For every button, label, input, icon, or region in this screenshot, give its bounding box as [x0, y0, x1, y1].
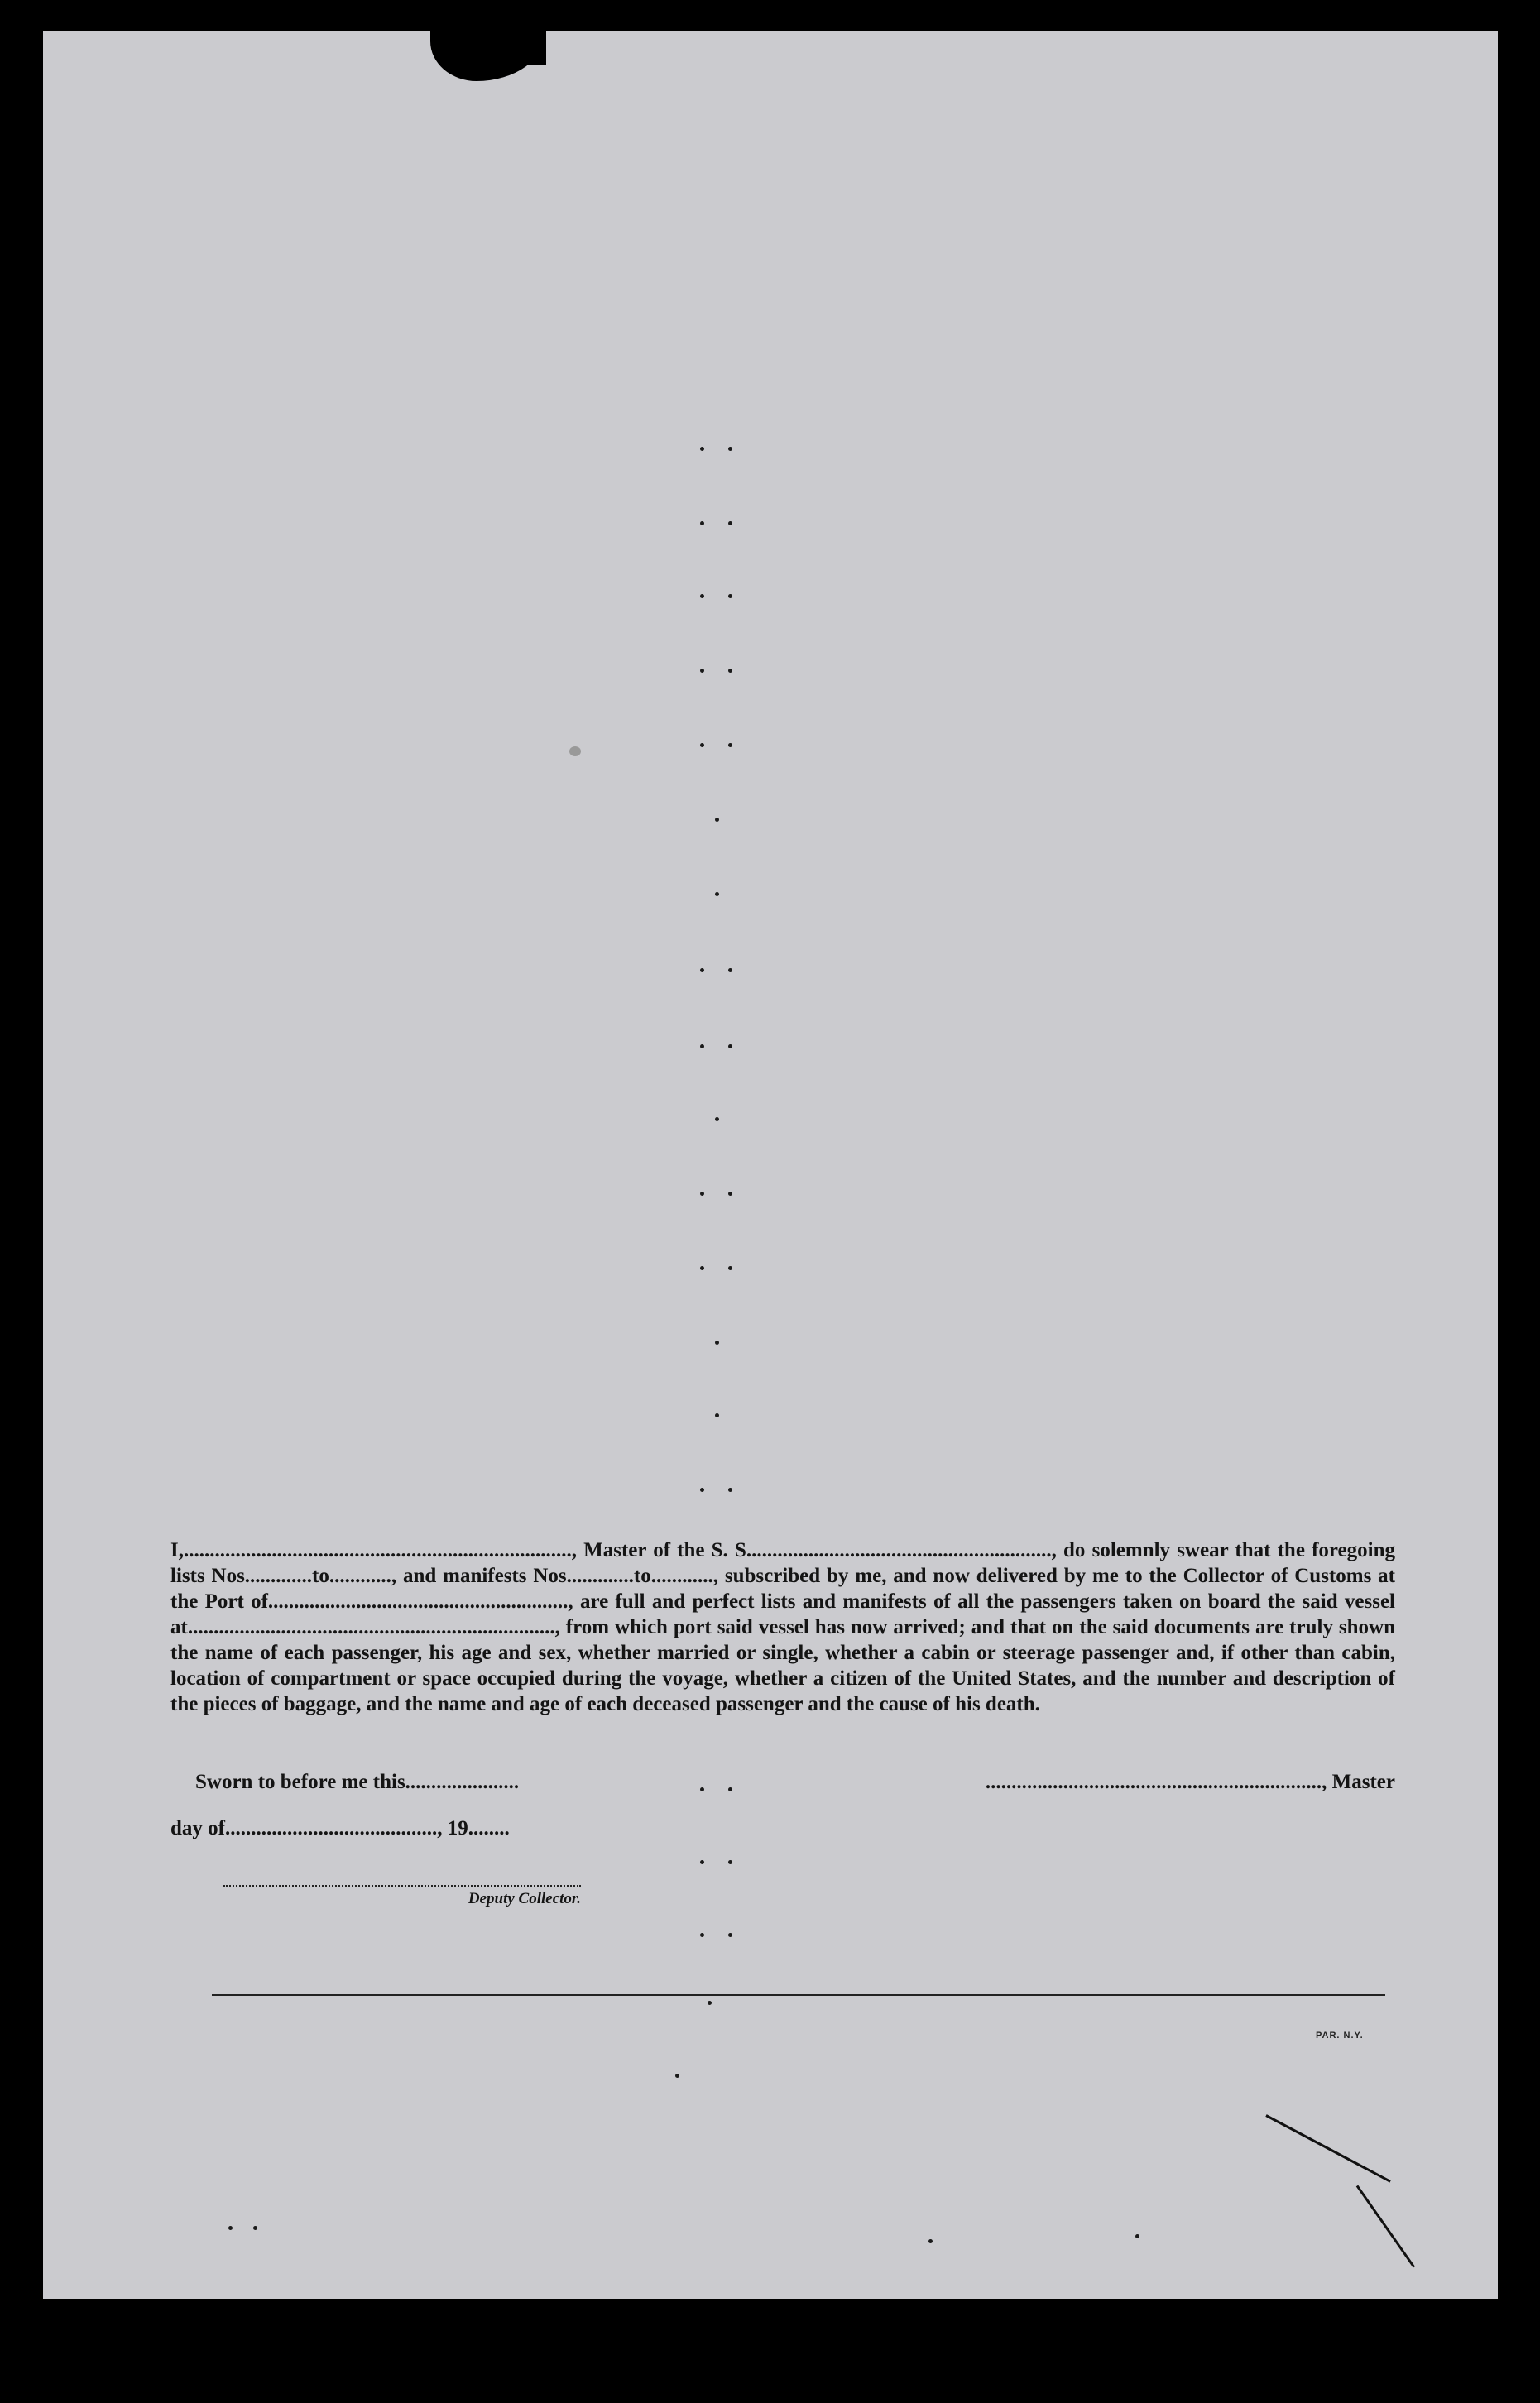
guide-dot: [715, 1341, 719, 1345]
master-signature-line: ................................................................., Master: [985, 1771, 1395, 1793]
oath-text: I,..........................................................................., Master of the S. S..........................................................., do solemnly swear that the foregoing lists Nos.............to............, and manifests Nos.............to............, subscribed by me, and now delivered by me to the Collector of Customs at the Port of.........................................................., are full and perfect lists and manifests of all the passengers taken on board the said vessel at......................................................................., from which port said vessel has now arrived; and that on the said documents are truly shown the name of each passenger, his age and sex, whether married or single, whether a cabin or steerage passenger and, if other than cabin, location of compartment or space occupied during the voyage, whether a citizen of the United States, and the number and description of the pieces of baggage, and the name and age of each deceased passenger and the cause of his death.: [170, 1539, 1395, 1715]
guide-dot: [728, 1488, 732, 1492]
guide-dot: [700, 968, 704, 972]
guide-dot: [700, 447, 704, 451]
smudge-mark: [569, 746, 581, 756]
guide-dot: [700, 1266, 704, 1270]
guide-dot: [728, 669, 732, 673]
guide-dot: [728, 743, 732, 747]
guide-dot: [700, 669, 704, 673]
guide-dot: [728, 1860, 732, 1864]
guide-dot: [728, 1044, 732, 1048]
bottom-rule: [212, 1994, 1385, 1996]
guide-dot: [728, 1266, 732, 1270]
guide-dot: [728, 1933, 732, 1937]
guide-dot: [700, 594, 704, 598]
guide-dot: [253, 2226, 257, 2230]
guide-dot: [715, 1117, 719, 1121]
guide-dot: [728, 968, 732, 972]
guide-dot: [728, 521, 732, 525]
printer-mark: PAR. N.Y.: [1316, 2031, 1364, 2041]
guide-dot: [728, 1787, 732, 1791]
master-oath-paragraph: [170, 1537, 1395, 1717]
guide-dot: [700, 743, 704, 747]
guide-dot: [675, 2074, 679, 2078]
guide-dot: [700, 1787, 704, 1791]
guide-dot: [700, 1192, 704, 1196]
torn-edge-notch: [521, 31, 546, 65]
sworn-line: Sworn to before me this......................: [195, 1771, 520, 1793]
guide-dot: [715, 1413, 719, 1417]
guide-dot: [715, 818, 719, 822]
guide-dot: [715, 892, 719, 896]
guide-dot: [728, 594, 732, 598]
guide-dot: [1135, 2234, 1139, 2238]
guide-dot: [700, 1860, 704, 1864]
guide-dot: [700, 1044, 704, 1048]
guide-dot: [228, 2226, 233, 2230]
deputy-collector-signature: Deputy Collector.: [223, 1885, 581, 1908]
guide-dot: [700, 1488, 704, 1492]
guide-dot: [728, 1192, 732, 1196]
guide-dot: [728, 447, 732, 451]
document-page: [43, 31, 1498, 2299]
sworn-date-line: day of........................................., 19........: [170, 1817, 510, 1839]
guide-dot: [708, 2001, 712, 2005]
guide-dot: [700, 1933, 704, 1937]
guide-dot: [700, 521, 704, 525]
guide-dot: [928, 2239, 933, 2243]
